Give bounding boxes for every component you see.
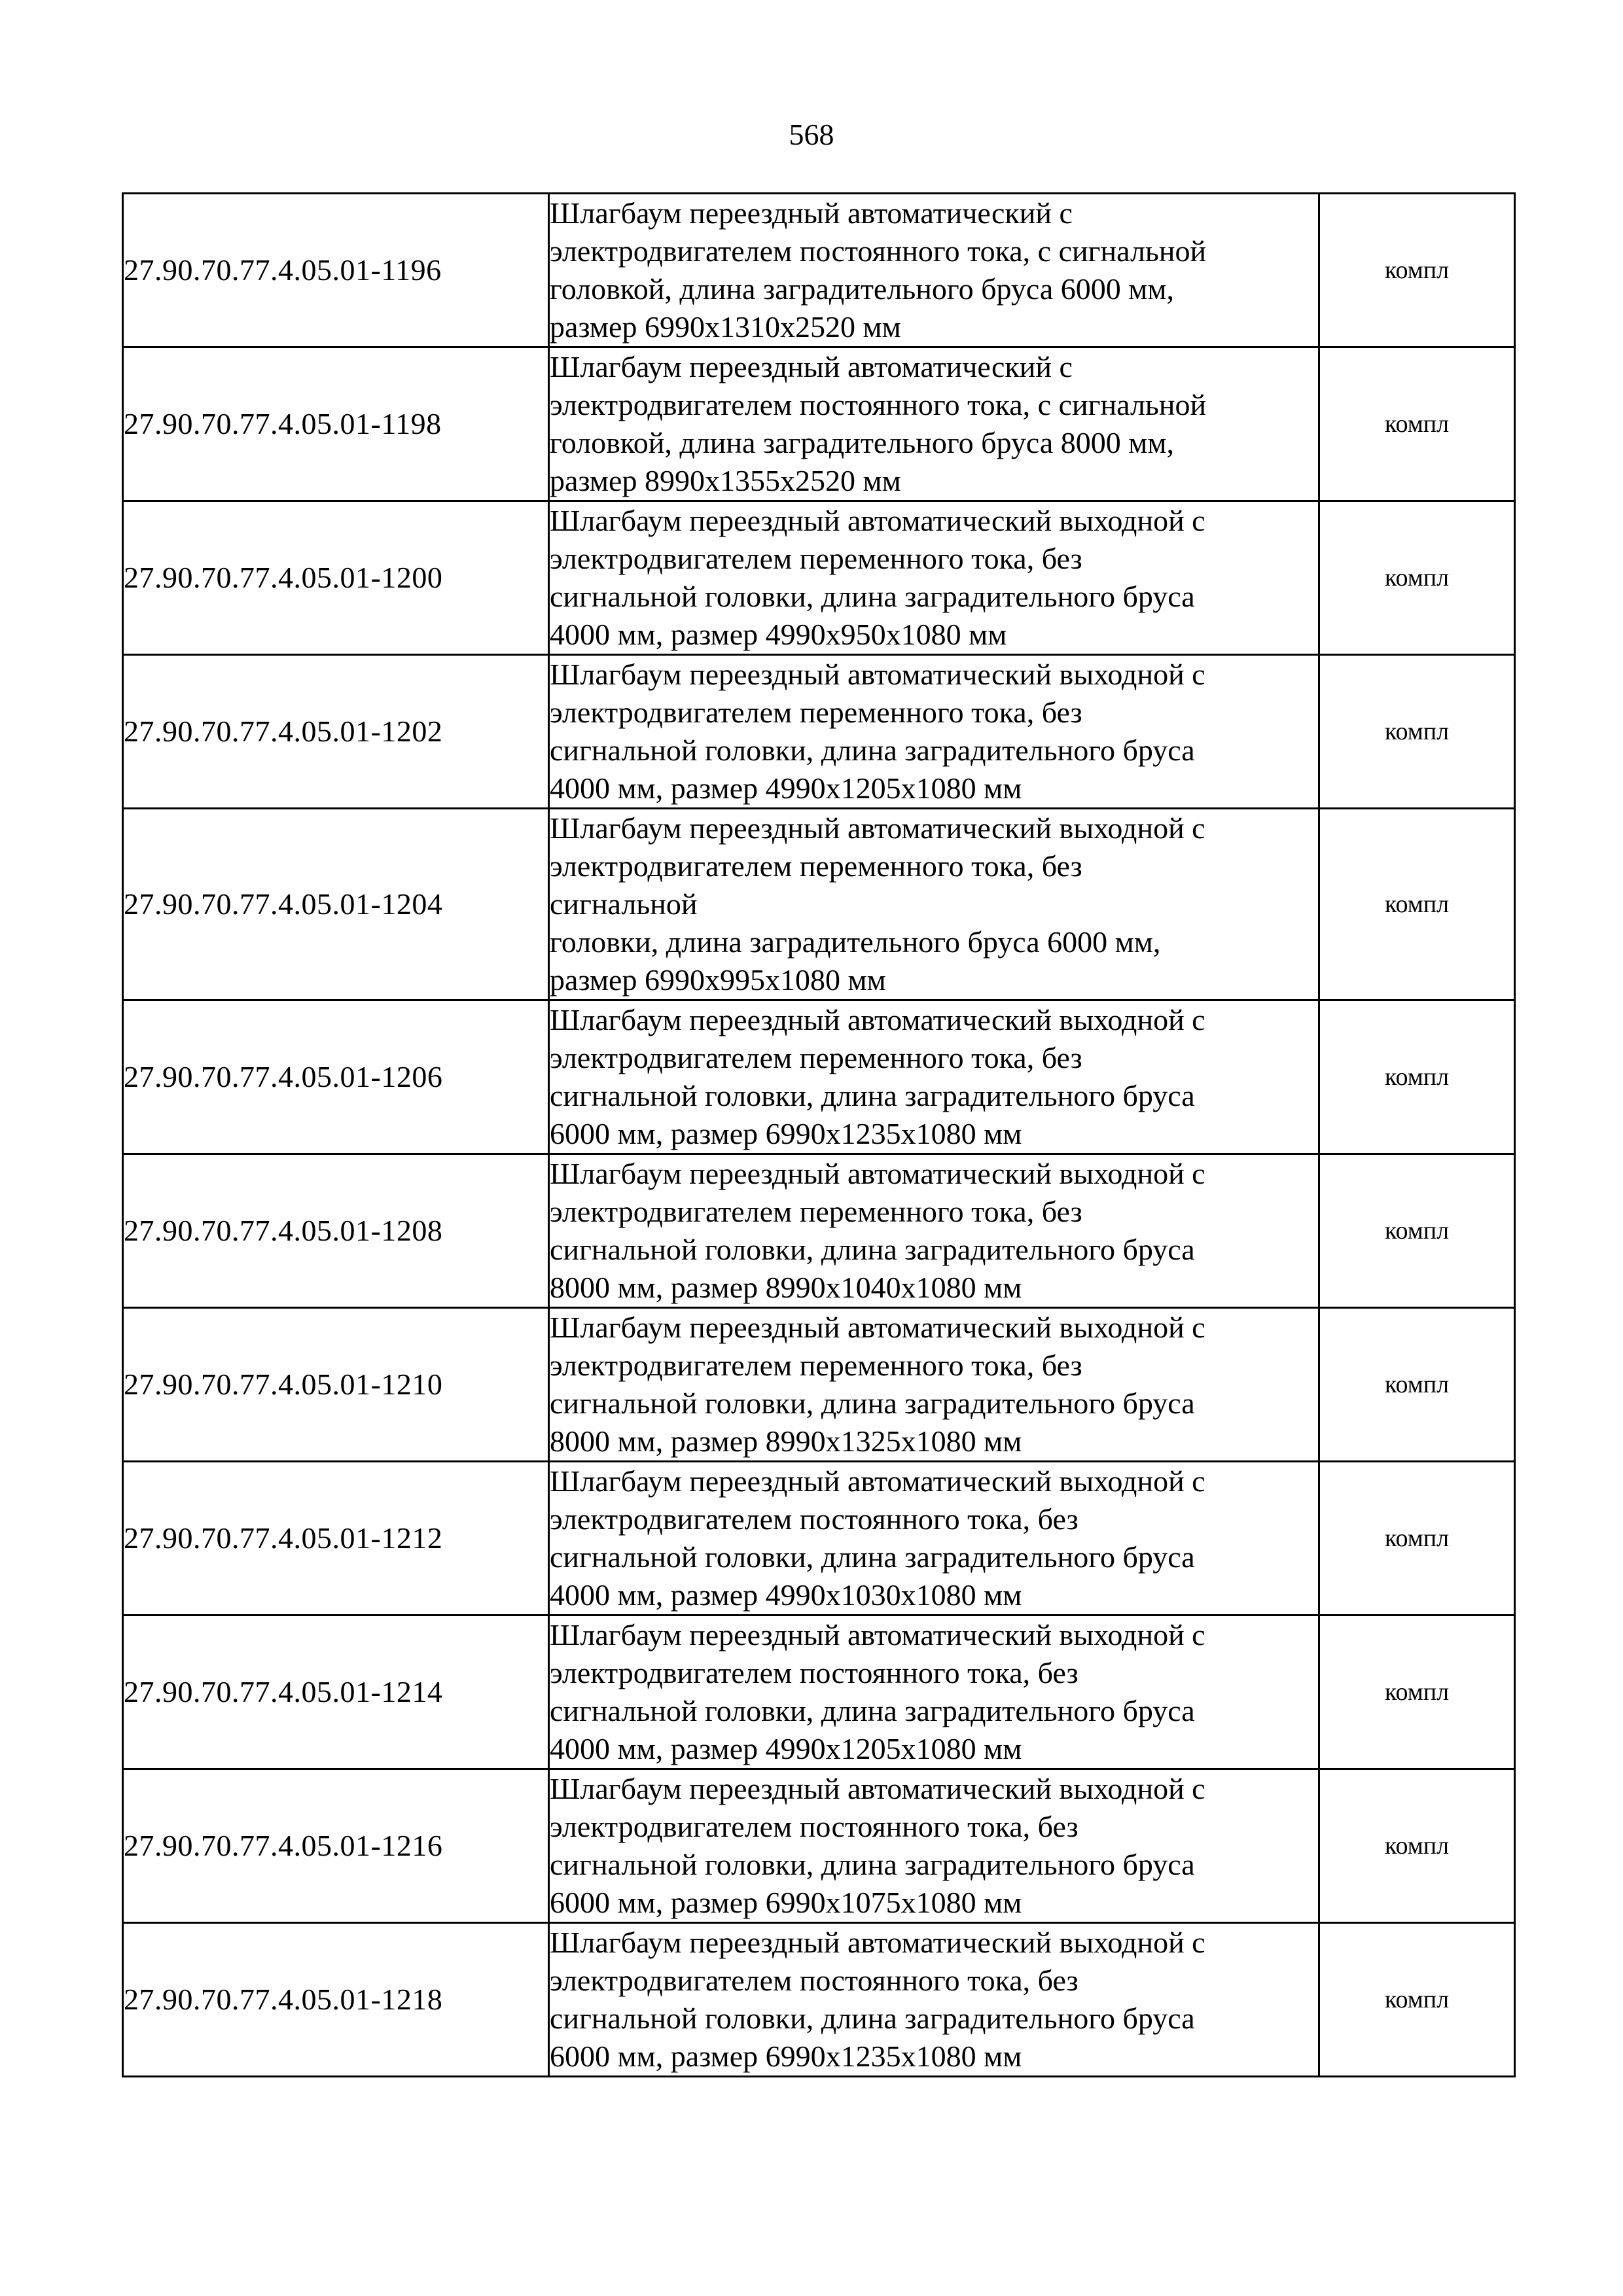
table-row <box>123 809 1515 1000</box>
description-line: электродвигателем постоянного тока, без <box>550 1810 1079 1843</box>
description-line: Шлагбаум переездный автоматический с <box>550 350 1073 383</box>
description-line: 8000 мм, размер 8990х1040х1080 мм <box>550 1271 1022 1304</box>
resource-description <box>549 1154 1319 1308</box>
resource-description <box>549 655 1319 809</box>
description-line: электродвигателем постоянного тока, без <box>550 1964 1079 1997</box>
resource-code: 27.90.70.77.4.05.01-1204 <box>123 809 549 1000</box>
description-line: Шлагбаум переездный автоматический выходной с <box>550 504 1205 537</box>
description-line: Шлагбаум переездный автоматический выходной с <box>550 1157 1205 1190</box>
resource-code: 27.90.70.77.4.05.01-1208 <box>123 1154 549 1308</box>
description-line: электродвигателем переменного тока, без <box>550 1041 1082 1074</box>
description-line: 6000 мм, размер 6990х1075х1080 мм <box>550 1886 1022 1919</box>
unit-of-measure: компл <box>1319 1616 1515 1769</box>
resource-table <box>122 192 1516 2077</box>
description-line: Шлагбаум переездный автоматический выходной с <box>550 1926 1205 1959</box>
unit-of-measure: компл <box>1319 1000 1515 1154</box>
table-row <box>123 1462 1515 1616</box>
resource-description <box>549 347 1319 501</box>
description-line: Шлагбаум переездный автоматический выходной с <box>550 1003 1205 1036</box>
table-row <box>123 1923 1515 2077</box>
description-line: 4000 мм, размер 4990х1030х1080 мм <box>550 1578 1022 1612</box>
description-line: головки, длина заградительного бруса 6000 мм, <box>550 925 1161 959</box>
description-line: электродвигателем переменного тока, без <box>550 1195 1082 1228</box>
description-line: электродвигателем постоянного тока, без <box>550 1656 1079 1689</box>
description-line: размер 6990х995х1080 мм <box>550 963 886 997</box>
description-line: сигнальной головки, длина заградительного бруса <box>550 1079 1195 1112</box>
description-line: электродвигателем переменного тока, без <box>550 1349 1082 1382</box>
description-line: Шлагбаум переездный автоматический с <box>550 196 1073 230</box>
table-body <box>123 194 1515 2077</box>
description-line: сигнальной головки, длина заградительного бруса <box>550 580 1195 613</box>
description-line: сигнальной <box>550 887 698 921</box>
description-line: головкой, длина заградительного бруса 8000 мм, <box>550 426 1175 459</box>
resource-code: 27.90.70.77.4.05.01-1206 <box>123 1000 549 1154</box>
resource-description <box>549 1769 1319 1923</box>
description-line: электродвигателем постоянного тока, с сигнальной <box>550 388 1207 421</box>
resource-code: 27.90.70.77.4.05.01-1202 <box>123 655 549 809</box>
unit-of-measure: компл <box>1319 655 1515 809</box>
unit-of-measure: компл <box>1319 1769 1515 1923</box>
table-row <box>123 1616 1515 1769</box>
unit-of-measure: компл <box>1319 1462 1515 1616</box>
description-line: Шлагбаум переездный автоматический выходной с <box>550 658 1205 691</box>
table-row <box>123 501 1515 655</box>
description-line: 4000 мм, размер 4990х1205х1080 мм <box>550 1732 1022 1765</box>
page-number: 568 <box>789 118 834 151</box>
unit-of-measure: компл <box>1319 809 1515 1000</box>
description-line: сигнальной головки, длина заградительного бруса <box>550 1694 1195 1727</box>
description-line: 4000 мм, размер 4990х950х1080 мм <box>550 618 1007 651</box>
table-row <box>123 1154 1515 1308</box>
description-line: электродвигателем постоянного тока, без <box>550 1502 1079 1536</box>
description-line: сигнальной головки, длина заградительного бруса <box>550 1848 1195 1881</box>
table-row <box>123 1769 1515 1923</box>
description-line: размер 8990х1355х2520 мм <box>550 464 901 497</box>
resource-code: 27.90.70.77.4.05.01-1210 <box>123 1308 549 1462</box>
unit-of-measure: компл <box>1319 1923 1515 2077</box>
description-line: электродвигателем переменного тока, без <box>550 542 1082 575</box>
resource-description <box>549 194 1319 347</box>
description-line: 8000 мм, размер 8990х1325х1080 мм <box>550 1424 1022 1458</box>
table-row <box>123 1308 1515 1462</box>
resource-description <box>549 501 1319 655</box>
description-line: Шлагбаум переездный автоматический выходной с <box>550 1772 1205 1805</box>
description-line: сигнальной головки, длина заградительного бруса <box>550 1233 1195 1266</box>
resource-description <box>549 1923 1319 2077</box>
description-line: электродвигателем постоянного тока, с сигнальной <box>550 234 1207 268</box>
description-line: сигнальной головки, длина заградительного бруса <box>550 1540 1195 1574</box>
resource-description <box>549 1308 1319 1462</box>
resource-code: 27.90.70.77.4.05.01-1214 <box>123 1616 549 1769</box>
unit-of-measure: компл <box>1319 1154 1515 1308</box>
resource-code: 27.90.70.77.4.05.01-1216 <box>123 1769 549 1923</box>
description-line: 4000 мм, размер 4990х1205х1080 мм <box>550 771 1022 805</box>
description-line: электродвигателем переменного тока, без <box>550 849 1082 883</box>
description-line: 6000 мм, размер 6990х1235х1080 мм <box>550 2040 1022 2073</box>
description-line: Шлагбаум переездный автоматический выходной с <box>550 1311 1205 1344</box>
table-row <box>123 655 1515 809</box>
resource-description <box>549 1000 1319 1154</box>
table-row <box>123 347 1515 501</box>
table-row <box>123 194 1515 347</box>
resource-code: 27.90.70.77.4.05.01-1212 <box>123 1462 549 1616</box>
description-line: размер 6990х1310х2520 мм <box>550 310 901 344</box>
description-line: сигнальной головки, длина заградительного бруса <box>550 2002 1195 2035</box>
description-line: Шлагбаум переездный автоматический выходной с <box>550 811 1205 845</box>
unit-of-measure: компл <box>1319 1308 1515 1462</box>
description-line: Шлагбаум переездный автоматический выходной с <box>550 1618 1205 1651</box>
resource-description <box>549 1462 1319 1616</box>
resource-code: 27.90.70.77.4.05.01-1196 <box>123 194 549 347</box>
table-row <box>123 1000 1515 1154</box>
unit-of-measure: компл <box>1319 501 1515 655</box>
resource-code: 27.90.70.77.4.05.01-1218 <box>123 1923 549 2077</box>
resource-description <box>549 1616 1319 1769</box>
description-line: электродвигателем переменного тока, без <box>550 696 1082 729</box>
resource-description <box>549 809 1319 1000</box>
description-line: головкой, длина заградительного бруса 6000 мм, <box>550 272 1175 306</box>
resource-code: 27.90.70.77.4.05.01-1200 <box>123 501 549 655</box>
description-line: 6000 мм, размер 6990х1235х1080 мм <box>550 1117 1022 1150</box>
unit-of-measure: компл <box>1319 194 1515 347</box>
unit-of-measure: компл <box>1319 347 1515 501</box>
description-line: сигнальной головки, длина заградительного бруса <box>550 1386 1195 1420</box>
description-line: Шлагбаум переездный автоматический выходной с <box>550 1464 1205 1498</box>
description-line: сигнальной головки, длина заградительного бруса <box>550 733 1195 767</box>
resource-code: 27.90.70.77.4.05.01-1198 <box>123 347 549 501</box>
